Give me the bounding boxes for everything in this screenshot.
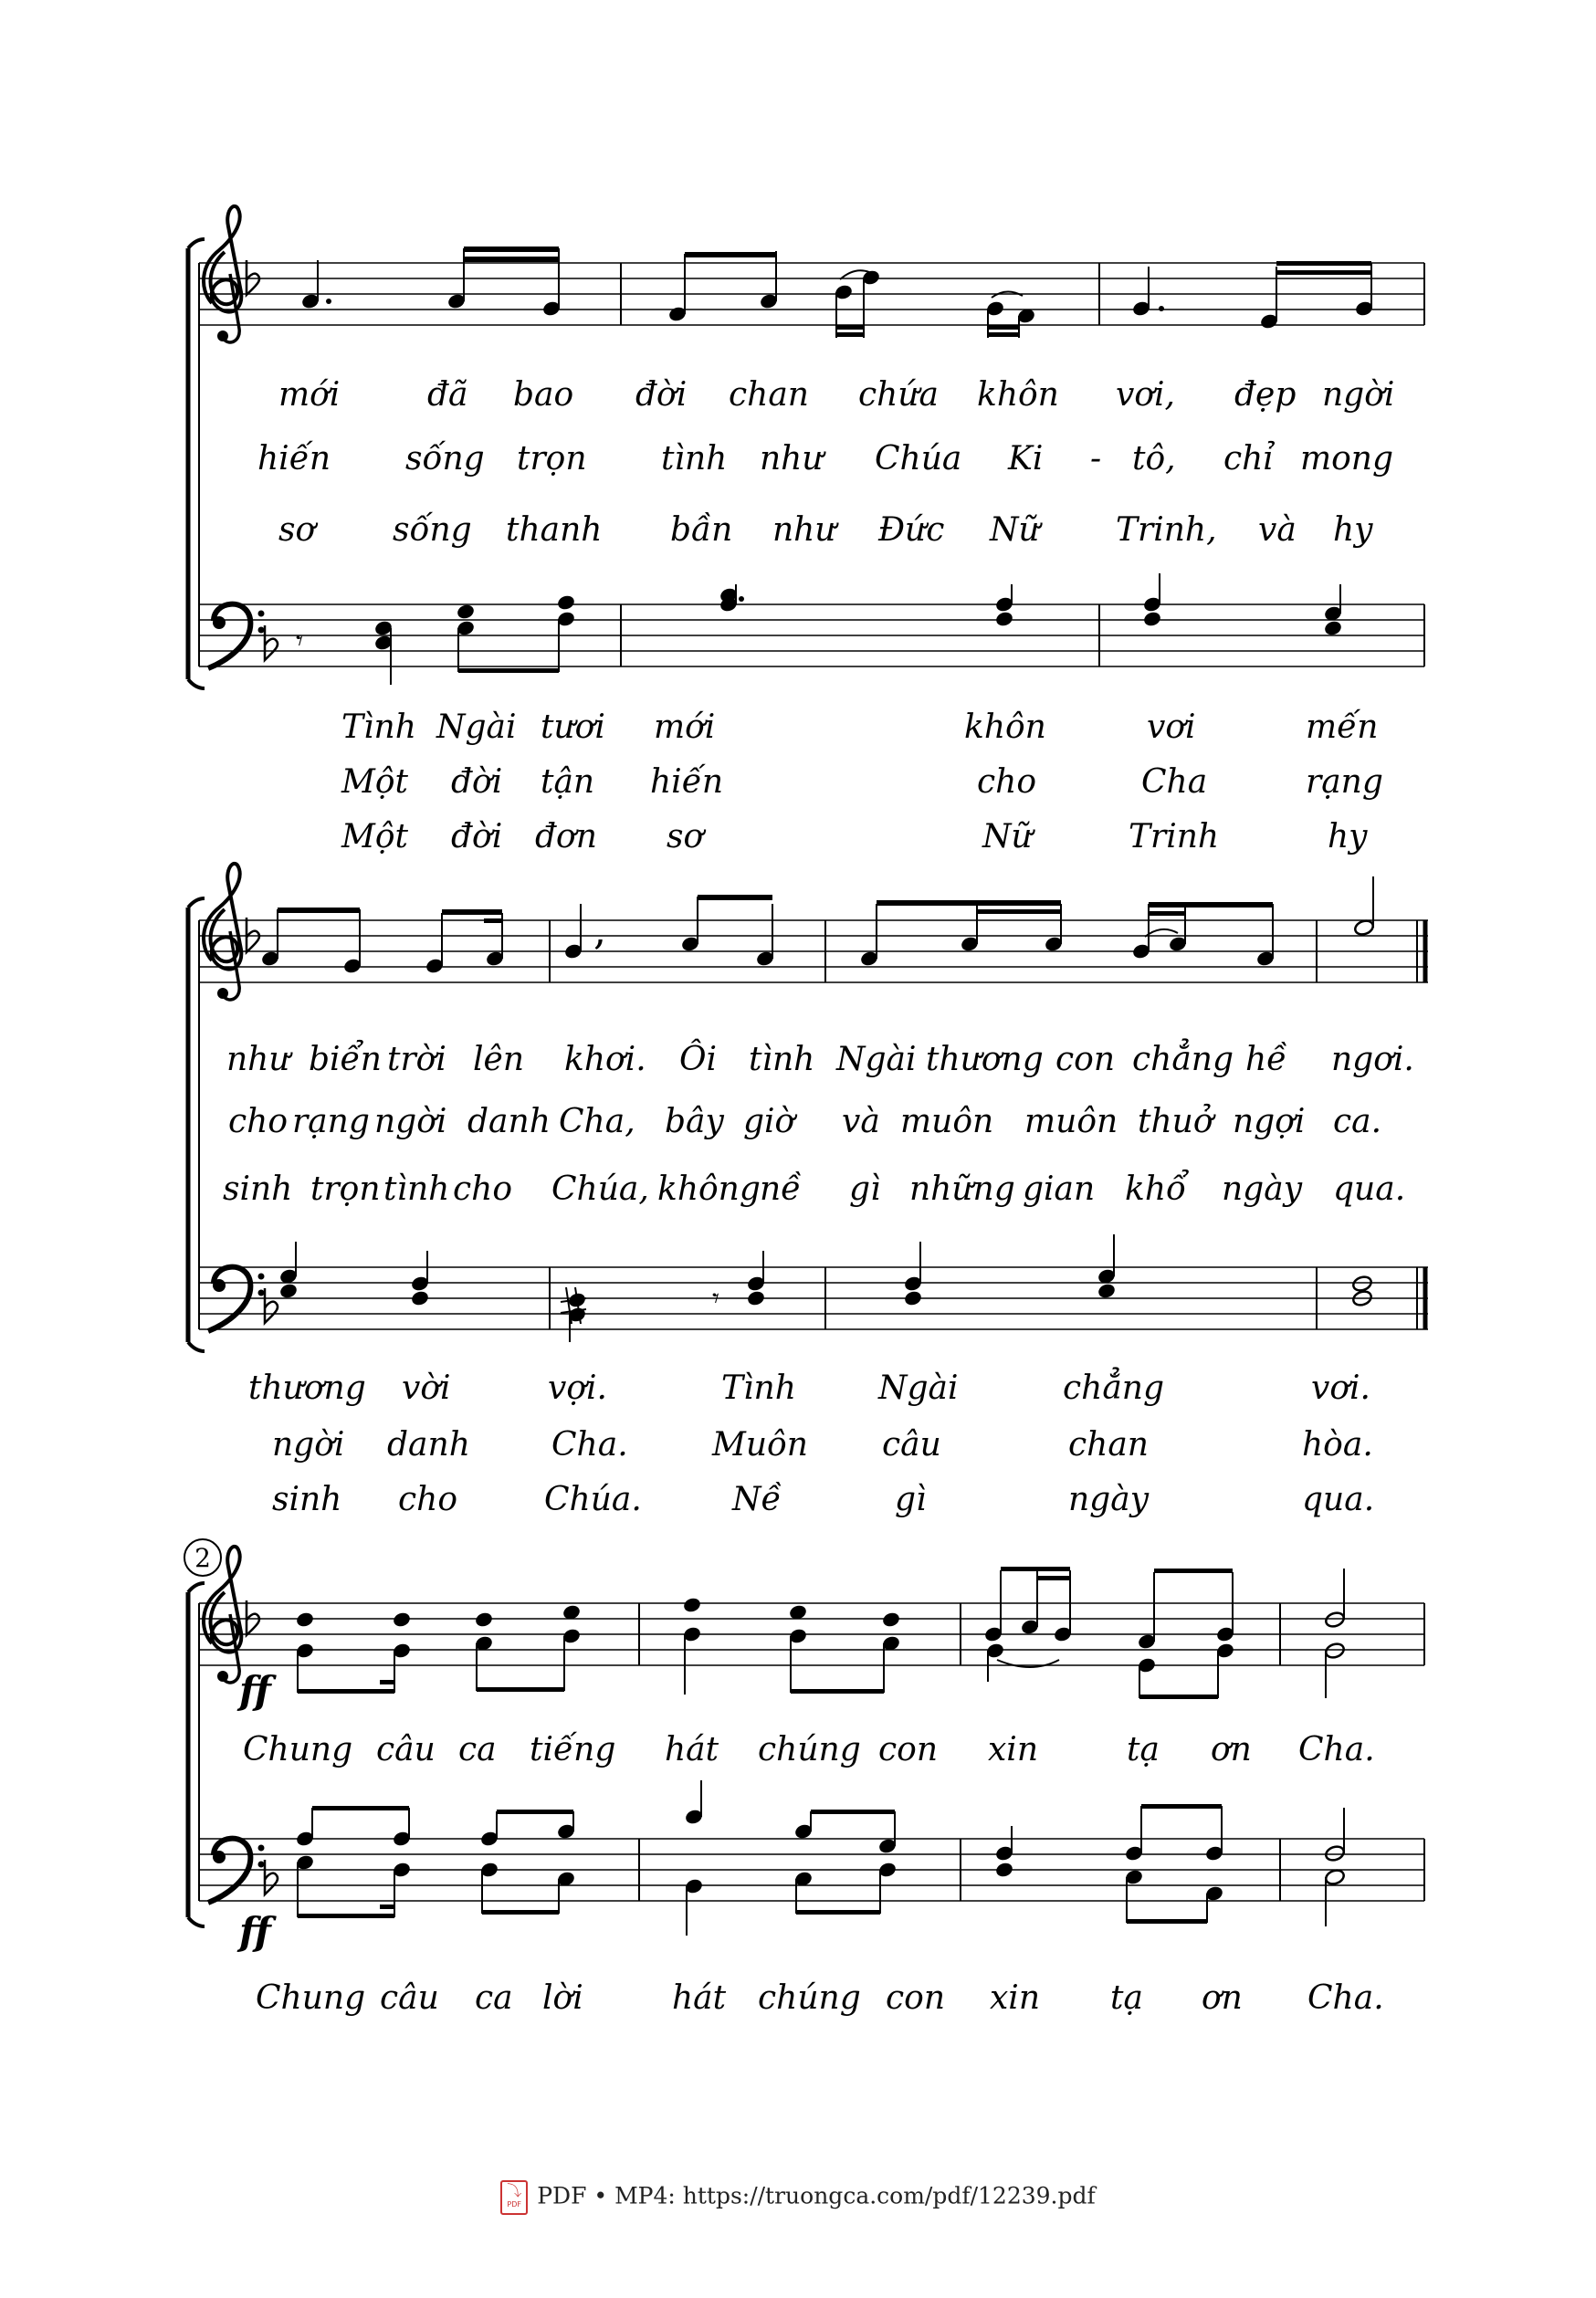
lyric-syllable: Chúa: [875, 440, 962, 477]
lyric-syllable: con: [1055, 1041, 1116, 1078]
lyric-syllable: cho: [398, 1481, 458, 1518]
dynamic-ff-upper: ff: [239, 1668, 271, 1713]
lyric-syllable: sơ: [667, 818, 704, 855]
lyric-syllable: ca: [475, 1979, 513, 2017]
system-3: [184, 1539, 1424, 2017]
footer-link[interactable]: PDF • MP4: https://truongca.com/pdf/12239.pdf: [537, 2182, 1096, 2209]
lyric-syllable: ơn: [1202, 1979, 1243, 2017]
bass-clef-icon: [208, 1839, 265, 1903]
lyric-syllable: Muôn: [712, 1426, 808, 1464]
lyric-syllable: trời: [387, 1041, 446, 1078]
lyric-syllable: Cha.: [1307, 1979, 1384, 2017]
lyric-syllable: Tình: [721, 1369, 796, 1407]
flat-icon: [247, 1600, 259, 1635]
lyric-syllable: rạng: [292, 1103, 370, 1140]
lyric-syllable: khôn: [977, 376, 1059, 414]
treble-clef-icon: [204, 206, 241, 342]
lyric-syllable: khơi.: [564, 1041, 646, 1078]
flat-icon: [247, 260, 259, 295]
lyric-syllable: nề: [760, 1170, 802, 1208]
lyric-syllable: ngày: [1222, 1170, 1303, 1208]
lyric-syllable: gian: [1023, 1170, 1096, 1208]
lyric-syllable: ngày: [1068, 1481, 1150, 1518]
lyric-syllable: chẳng: [1063, 1369, 1165, 1407]
lyric-syllable: chan: [729, 376, 809, 414]
system-1-lower-lyrics: [341, 708, 1383, 855]
lyric-syllable: câu: [882, 1426, 941, 1464]
lyric-syllable: hát: [672, 1979, 727, 2017]
lyric-syllable: sống: [405, 440, 485, 477]
lyric-syllable: ngời: [1322, 376, 1395, 414]
lyric-syllable: và: [842, 1103, 880, 1140]
lyric-syllable: Cha.: [1298, 1731, 1375, 1768]
lyric-syllable: hề: [1245, 1041, 1287, 1078]
pdf-file-icon[interactable]: ⤵ PDF: [500, 2180, 528, 2215]
system-2: [188, 864, 1428, 1518]
lyric-syllable: Ôi: [679, 1041, 718, 1078]
lyric-syllable: tận: [541, 763, 595, 801]
lyric-syllable: Tình: [341, 708, 416, 746]
footer: [0, 2180, 1596, 2215]
bass-clef-icon: [208, 1267, 265, 1331]
lyric-syllable: hy: [1328, 818, 1368, 855]
lyric-syllable: Trinh,: [1116, 511, 1217, 549]
lyric-syllable: bây: [665, 1103, 724, 1140]
lyric-syllable: ngời: [272, 1426, 345, 1464]
system-3-lower-lyrics: [256, 1979, 1384, 2017]
lyric-syllable: Cha: [1141, 763, 1208, 801]
lyric-syllable: Cha,: [559, 1103, 635, 1140]
lyric-syllable: xin: [988, 1731, 1039, 1768]
lyric-syllable: con: [886, 1979, 946, 2017]
system-1: [188, 206, 1424, 855]
lyric-syllable: qua.: [1333, 1170, 1406, 1208]
lyric-syllable: lời: [542, 1979, 583, 2017]
lyric-syllable: -: [1090, 440, 1102, 477]
lyric-syllable: Chung: [243, 1731, 353, 1768]
lyric-syllable: Chúa.: [544, 1481, 642, 1518]
lyric-syllable: ca: [458, 1731, 497, 1768]
lyric-syllable: ngời: [374, 1103, 447, 1140]
lyric-syllable: tình: [749, 1041, 815, 1078]
lyric-syllable: ngợi: [1233, 1103, 1306, 1140]
lyric-syllable: đời: [451, 763, 503, 801]
lyric-syllable: sơ: [278, 511, 316, 549]
treble-notes: [260, 876, 1375, 975]
lyric-syllable: Chung: [256, 1979, 366, 2017]
lyric-syllable: như: [226, 1041, 290, 1078]
dynamic-ff-lower: ff: [239, 1909, 271, 1954]
lyric-syllable: bần: [670, 511, 733, 549]
lyric-syllable: biển: [309, 1041, 382, 1078]
lyric-syllable: muôn: [900, 1103, 994, 1140]
lyric-syllable: tình: [383, 1170, 450, 1208]
lyric-syllable: mong: [1300, 440, 1394, 477]
lyric-syllable: như: [772, 511, 836, 549]
lyric-syllable: cho: [228, 1103, 289, 1140]
lyric-syllable: hiến: [257, 440, 331, 477]
lyric-syllable: muôn: [1024, 1103, 1118, 1140]
lyric-syllable: mới: [654, 708, 716, 746]
lyric-syllable: hy: [1333, 511, 1373, 549]
lyric-syllable: vơi.: [1311, 1369, 1370, 1407]
svg-text:,: ,: [593, 908, 606, 954]
lyric-syllable: lên: [473, 1041, 525, 1078]
lyric-syllable: giờ: [743, 1103, 795, 1140]
lyric-syllable: vơi: [1147, 708, 1196, 746]
bass-clef-icon: [208, 604, 265, 668]
bass-notes: [296, 573, 1343, 685]
treble-notes: [295, 1567, 1346, 1699]
system-2-upper-lyrics: [223, 1039, 1414, 1208]
lyric-syllable: thương: [248, 1369, 366, 1407]
lyric-syllable: tạ: [1127, 1731, 1160, 1768]
lyric-syllable: Ngài: [436, 708, 517, 746]
lyric-syllable: chúng: [758, 1731, 861, 1768]
lyric-syllable: không: [657, 1170, 761, 1208]
lyric-syllable: vơi,: [1116, 376, 1175, 414]
lyric-syllable: thanh: [506, 511, 603, 549]
lyric-syllable: đời: [635, 376, 688, 414]
lyric-syllable: thương: [926, 1041, 1044, 1078]
lyric-syllable: chẳng: [1132, 1041, 1234, 1078]
lyric-syllable: danh: [387, 1426, 470, 1464]
lyric-syllable: câu: [376, 1731, 436, 1768]
lyric-syllable: chan: [1068, 1426, 1149, 1464]
lyric-syllable: chúng: [758, 1979, 861, 2017]
lyric-syllable: vợi.: [548, 1369, 607, 1407]
svg-text:𝄾: 𝄾: [712, 1283, 719, 1315]
lyric-syllable: Nề: [732, 1481, 782, 1518]
lyric-syllable: chứa: [858, 376, 939, 414]
lyric-syllable: và: [1258, 511, 1297, 549]
lyric-syllable: trọn: [310, 1170, 381, 1208]
lyric-syllable: Cha.: [551, 1426, 628, 1464]
lyric-syllable: Một: [341, 818, 409, 855]
lyric-syllable: rạng: [1306, 763, 1383, 801]
lyric-syllable: đã: [427, 376, 468, 414]
lyric-syllable: Chúa,: [551, 1170, 649, 1208]
lyric-syllable: trọn: [517, 440, 587, 477]
system-1-upper-lyrics: [257, 376, 1394, 549]
bass-notes: [295, 1780, 1346, 1936]
lyric-syllable: hòa.: [1302, 1426, 1373, 1464]
lyric-syllable: khôn: [964, 708, 1046, 746]
lyric-syllable: gì: [895, 1481, 927, 1518]
svg-text:2: 2: [194, 1543, 211, 1573]
lyric-syllable: Ki: [1008, 440, 1044, 477]
system-2-lower-lyrics: [248, 1368, 1374, 1518]
lyric-syllable: Trinh: [1129, 818, 1220, 855]
lyric-syllable: sinh: [223, 1170, 293, 1208]
lyric-syllable: ngơi.: [1331, 1041, 1414, 1078]
lyric-syllable: Ngài: [878, 1369, 959, 1407]
lyric-syllable: Một: [341, 763, 409, 801]
lyric-syllable: bao: [513, 376, 574, 414]
flat-icon: [265, 1860, 278, 1894]
lyric-syllable: cho: [977, 763, 1037, 801]
lyric-syllable: xin: [990, 1979, 1041, 2017]
lyric-syllable: vời: [402, 1369, 451, 1407]
lyric-syllable: Ngài: [836, 1041, 917, 1078]
rehearsal-mark: [184, 1539, 221, 1576]
lyric-syllable: đẹp: [1234, 376, 1297, 414]
lyric-syllable: danh: [467, 1103, 551, 1140]
lyric-syllable: ơn: [1211, 1731, 1252, 1768]
system-3-upper-lyrics: [243, 1731, 1375, 1768]
svg-text:𝄾: 𝄾: [296, 625, 303, 657]
lyric-syllable: những: [909, 1170, 1015, 1208]
lyric-syllable: tạ: [1110, 1979, 1143, 2017]
lyric-syllable: tiếng: [530, 1731, 616, 1768]
lyric-syllable: như: [760, 440, 824, 477]
lyric-syllable: tươi: [541, 708, 605, 746]
lyric-syllable: ca.: [1333, 1103, 1382, 1140]
lyric-syllable: con: [878, 1731, 939, 1768]
treble-notes: [300, 247, 1374, 338]
lyric-syllable: khổ: [1125, 1170, 1187, 1208]
lyric-syllable: đời: [451, 818, 503, 855]
lyric-syllable: Nữ: [982, 818, 1033, 855]
flat-icon: [247, 918, 259, 952]
lyric-syllable: tô,: [1132, 440, 1176, 477]
lyric-syllable: tình: [661, 440, 728, 477]
lyric-syllable: câu: [380, 1979, 439, 2017]
flat-icon: [265, 1288, 278, 1323]
lyric-syllable: hát: [665, 1731, 719, 1768]
lyric-syllable: sống: [393, 511, 472, 549]
treble-clef-icon: [204, 864, 241, 1000]
lyric-syllable: thuở: [1138, 1103, 1213, 1140]
lyric-syllable: mới: [278, 376, 341, 414]
lyric-syllable: cho: [453, 1170, 513, 1208]
lyric-syllable: sinh: [272, 1481, 342, 1518]
lyric-syllable: đơn: [535, 818, 597, 855]
lyric-syllable: gì: [849, 1170, 881, 1208]
lyric-syllable: Đức: [878, 511, 945, 549]
lyric-syllable: chỉ: [1223, 440, 1274, 477]
lyric-syllable: qua.: [1302, 1481, 1375, 1518]
lyric-syllable: mến: [1306, 708, 1379, 746]
lyric-syllable: Nữ: [990, 511, 1040, 549]
lyric-syllable: hiến: [650, 763, 724, 801]
flat-icon: [265, 625, 278, 660]
